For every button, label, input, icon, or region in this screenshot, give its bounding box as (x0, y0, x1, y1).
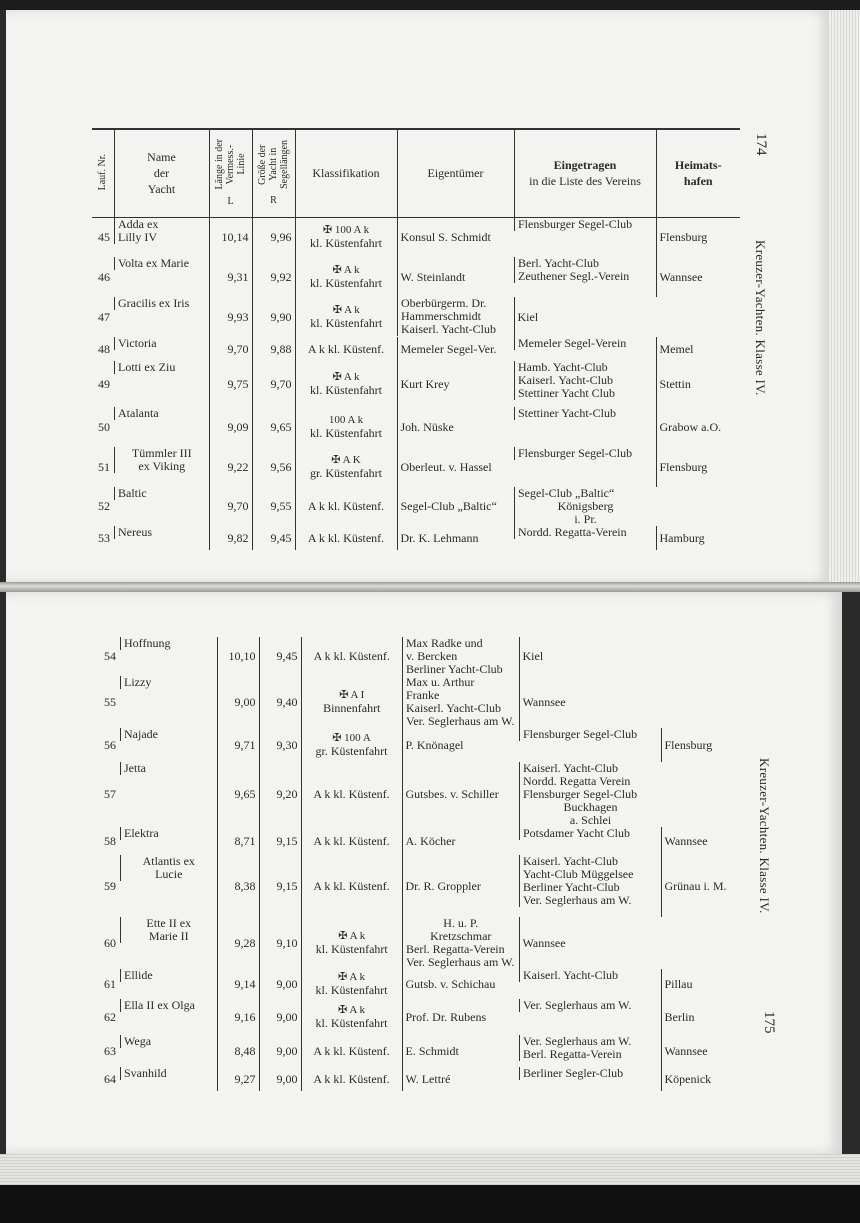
header-klassifikation: Klassifikation (295, 129, 397, 217)
yacht-register-table-bottom (96, 637, 746, 1091)
table-row: 48 Victoria 9,70 9,88 A k kl. Küstenf. Memeler Segel-Ver. Memeler Segel-Verein Memel (92, 337, 740, 361)
page-number-175: 175 (761, 1011, 777, 1034)
yacht-register-table-top (92, 128, 740, 550)
header-heimatshafen: Heimats- hafen (656, 129, 740, 217)
book-gutter (0, 582, 860, 592)
table-row: 50 Atalanta 9,09 9,65 100 A k kl. Küstenfahrt Joh. Nüske Stettiner Yacht-Club Grabow a.O. (92, 407, 740, 447)
table-row: 54 Hoffnung 10,10 9,45 A k kl. Küstenf. Max Radke und v. Bercken Berliner Yacht-Club Kiel (96, 637, 746, 676)
table-row: 49 Lotti ex Ziu 9,75 9,70 ✠ A k kl. Küstenfahrt Kurt Krey Hamb. Yacht-Club Kaiserl. Yacht-Club Stettiner Yacht Club Stettin (92, 361, 740, 407)
table-row: 57 Jetta 9,65 9,20 A k kl. Küstenf. Gutsbes. v. Schiller Kaiserl. Yacht-Club Nordd. Regatta Verein Flensburger Segel-Club Buckhagen a. Schlei (96, 762, 746, 827)
header-lauf-nr: Lauf. Nr. (97, 153, 109, 190)
background (0, 1185, 860, 1223)
table-header-row (92, 129, 740, 217)
book-top-edge (0, 0, 860, 10)
header-laenge: Länge in der Vermess.- Linie L (209, 129, 252, 217)
table-row: 46 Volta ex Marie 9,31 9,92 ✠ A k kl. Küstenfahrt W. Steinlandt Berl. Yacht-Club Zeuthener Segl.-Verein Wannsee (92, 257, 740, 297)
table-row: 62 Ella II ex Olga 9,16 9,00 ✠ A k kl. Küstenfahrt Prof. Dr. Rubens Ver. Seglerhaus am W. Berlin (96, 999, 746, 1035)
header-name: Name der Yacht (114, 129, 209, 217)
table-row: 60 Ette II ex Marie II 9,28 9,10 ✠ A k kl. Küstenfahrt H. u. P. Kretzschmar Berl. Regatta-Verein Ver. Seglerhaus am W. Wannsee (96, 917, 746, 969)
header-eingetragen: Eingetragen in die Liste des Vereins (514, 129, 656, 217)
table-row: 64 Svanhild 9,27 9,00 A k kl. Küstenf. W. Lettré Berliner Segler-Club Köpenick (96, 1067, 746, 1091)
header-eigentuemer: Eigentümer (397, 129, 514, 217)
table-row: 52 Baltic 9,70 9,55 A k kl. Küstenf. Segel-Club „Baltic“ Segel-Club „Baltic“ Königsberg i. Pr. (92, 487, 740, 526)
page-edges (828, 10, 860, 582)
running-title-bottom: Kreuzer-Yachten. Klasse IV. (757, 758, 772, 914)
table-row: 59 Atlantis ex Lucie 8,38 9,15 A k kl. Küstenf. Dr. R. Groppler Kaiserl. Yacht-Club Yacht-Club Müggelsee Berliner Yacht-Club Ver. Seglerhaus am W. Grünau i. M. (96, 855, 746, 917)
page-number-174: 174 (753, 133, 769, 156)
header-groesse: Größe der Yacht in Segellängen R (252, 129, 295, 217)
table-row: 56 Najade 9,71 9,30 ✠ 100 A gr. Küstenfahrt P. Knönagel Flensburger Segel-Club Flensburg (96, 728, 746, 762)
running-title-top: Kreuzer-Yachten. Klasse IV. (753, 240, 768, 396)
table-row: 61 Ellide 9,14 9,00 ✠ A k kl. Küstenfahrt Gutsb. v. Schichau Kaiserl. Yacht-Club Pillau (96, 969, 746, 999)
table-row: 55 Lizzy 9,00 9,40 ✠ A I Binnenfahrt Max u. Arthur Franke Kaiserl. Yacht-Club Ver. Seglerhaus am W. Wannsee (96, 676, 746, 728)
table-row: 63 Wega 8,48 9,00 A k kl. Küstenf. E. Schmidt Ver. Seglerhaus am W. Berl. Regatta-Verein Wannsee (96, 1035, 746, 1067)
table-row: 51 Tümmler III ex Viking 9,22 9,56 ✠ A K gr. Küstenfahrt Oberleut. v. Hassel Flensburger Segel-Club Flensburg (92, 447, 740, 487)
table-row: 53 Nereus 9,82 9,45 A k kl. Küstenf. Dr. K. Lehmann Nordd. Regatta-Verein Hamburg (92, 526, 740, 550)
table-row: 47 Gracilis ex Iris 9,93 9,90 ✠ A k kl. Küstenfahrt Oberbürgerm. Dr. Hammerschmidt Kaiserl. Yacht-Club Kiel (92, 297, 740, 337)
table-row: 58 Elektra 8,71 9,15 A k kl. Küstenf. A. Köcher Potsdamer Yacht Club Wannsee (96, 827, 746, 855)
table-row: 45 Adda ex Lilly IV 10,14 9,96 ✠ 100 A k kl. Küstenfahrt Konsul S. Schmidt Flensburger Segel-Club Flensburg (92, 217, 740, 257)
